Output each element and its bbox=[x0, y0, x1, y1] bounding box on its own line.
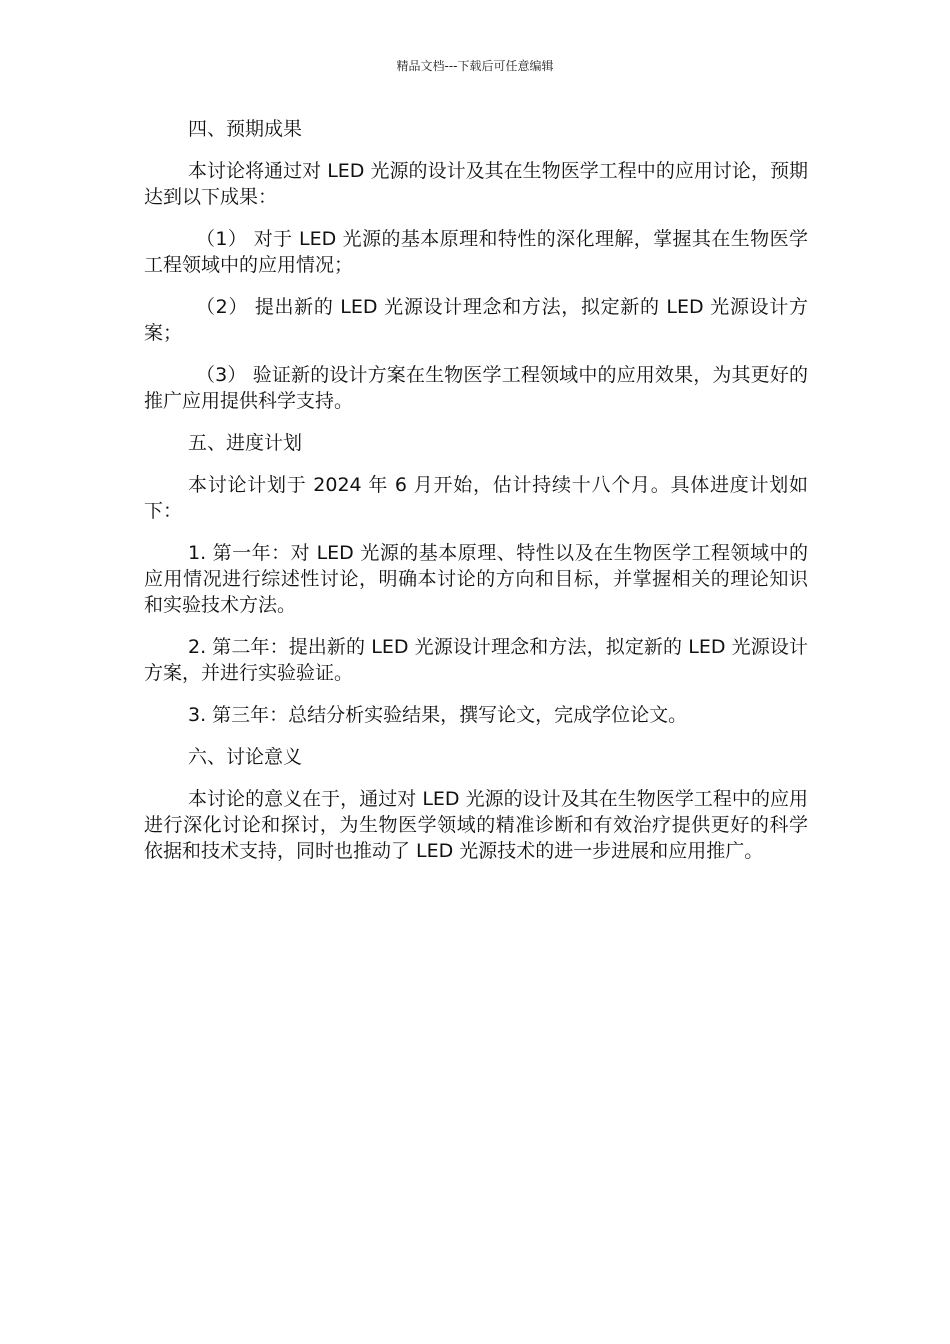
list-item-year-1: 1. 第一年：对 LED 光源的基本原理、特性以及在生物医学工程领域中的应用情况进行综述性讨论，明确本讨论的方向和目标，并掌握相关的理论知识和实验技术方法。 bbox=[144, 542, 808, 616]
paragraph-significance: 本讨论的意义在于，通过对 LED 光源的设计及其在生物医学工程中的应用进行深化讨论和探讨，为生物医学领域的精准诊断和有效治疗提供更好的科学依据和技术支持，同时也推动了 LED 光源技术的进一步进展和应用推广。 bbox=[144, 788, 808, 862]
list-item-result-1: （1） 对于 LED 光源的基本原理和特性的深化理解，掌握其在生物医学工程领域中的应用情况； bbox=[144, 228, 808, 276]
list-item-result-2: （2） 提出新的 LED 光源设计理念和方法，拟定新的 LED 光源设计方案； bbox=[144, 296, 808, 344]
document-body bbox=[144, 116, 808, 880]
paragraph-intro-schedule: 本讨论计划于 2024 年 6 月开始，估计持续十八个月。具体进度计划如下： bbox=[144, 474, 808, 522]
list-item-year-3: 3. 第三年：总结分析实验结果，撰写论文，完成学位论文。 bbox=[188, 704, 688, 726]
list-item-result-3: （3） 验证新的设计方案在生物医学工程领域中的应用效果，为其更好的推广应用提供科学支持。 bbox=[144, 364, 808, 412]
section-heading-schedule: 五、进度计划 bbox=[188, 432, 303, 454]
section-heading-significance: 六、讨论意义 bbox=[188, 746, 303, 768]
section-heading-expected-results: 四、预期成果 bbox=[188, 118, 303, 140]
page-header: 精品文档---下载后可任意编辑 bbox=[396, 59, 554, 73]
paragraph-intro-results: 本讨论将通过对 LED 光源的设计及其在生物医学工程中的应用讨论，预期达到以下成果： bbox=[144, 160, 808, 208]
list-item-year-2: 2. 第二年：提出新的 LED 光源设计理念和方法，拟定新的 LED 光源设计方案，并进行实验验证。 bbox=[144, 636, 808, 684]
